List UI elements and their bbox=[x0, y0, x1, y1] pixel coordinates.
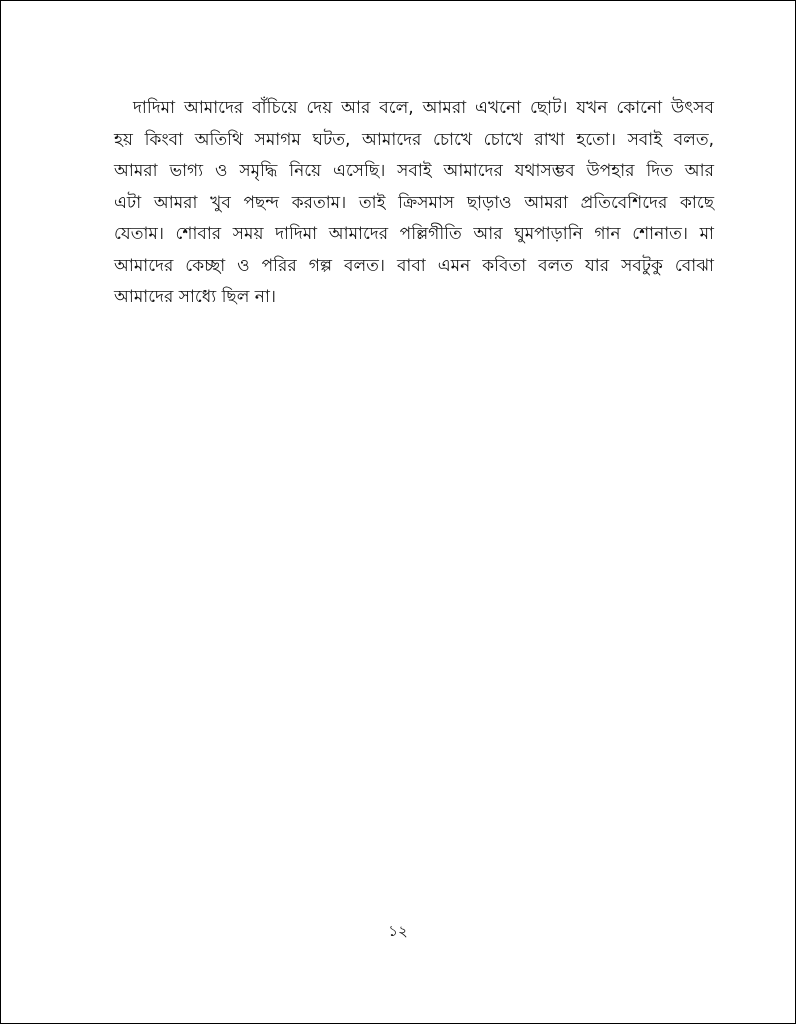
body-paragraph bbox=[114, 93, 714, 314]
paragraph-line: এটা আমরা খুব পছন্দ করতাম। তাই ক্রিসমাস ছাড়াও আমরা প্রতিবেশিদের কাছে bbox=[114, 192, 714, 213]
paragraph-line: যেতাম। শোবার সময় দাদিমা আমাদের পল্লিগীতি আর ঘুমপাড়ানি গান শোনাত। মা bbox=[114, 224, 714, 244]
paragraph-line: আমাদের সাধ্যে ছিল না। bbox=[114, 287, 276, 307]
page-number: ১২ bbox=[388, 922, 408, 940]
paragraph-line: হয় কিংবা অতিথি সমাগম ঘটত, আমাদের চোখে চোখে রাখা হতো। সবাই বলত, bbox=[114, 129, 714, 150]
paragraph-line: দাদিমা আমাদের বাঁচিয়ে দেয় আর বলে, আমরা এখনো ছোট। যখন কোনো উৎসব bbox=[133, 98, 714, 118]
paragraph-line: আমাদের কেচ্ছা ও পরির গল্প বলত। বাবা এমন কবিতা বলত যার সবটুকু বোঝা bbox=[114, 255, 714, 276]
paragraph-line: আমরা ভাগ্য ও সমৃদ্ধি নিয়ে এসেছি। সবাই আমাদের যথাসম্ভব উপহার দিত আর bbox=[114, 161, 714, 181]
